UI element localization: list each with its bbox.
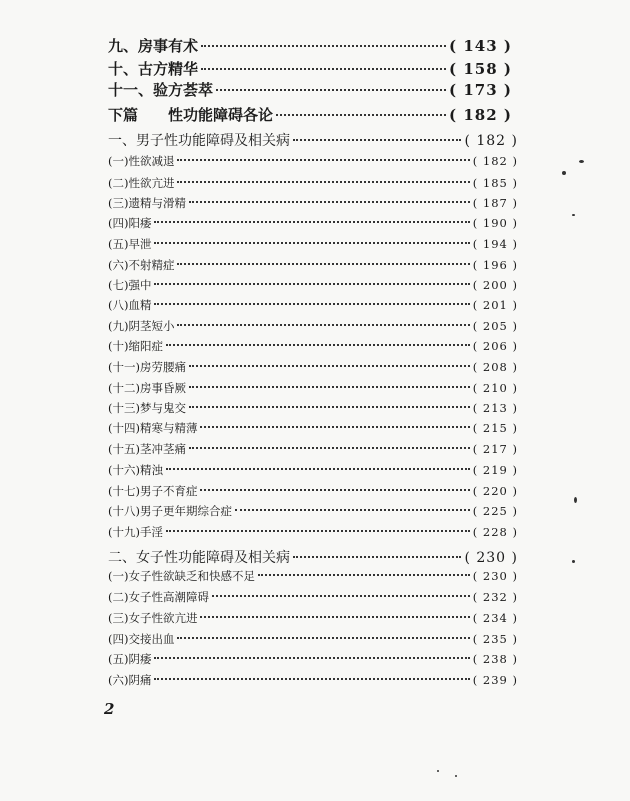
toc-entry-title: 十一、验方荟萃 — [108, 81, 214, 99]
toc-entry-title: (五)早泄 — [108, 237, 152, 251]
toc-entry-page: ( 219 ) — [472, 463, 518, 477]
toc-entry-page: ( 238 ) — [472, 652, 518, 666]
toc-leader-dots — [216, 89, 446, 91]
toc-entry-title: (九)阴茎短小 — [108, 319, 175, 333]
toc-leader-dots — [154, 283, 469, 285]
toc-entry — [108, 380, 518, 396]
scan-speck — [562, 171, 566, 175]
toc-entry — [108, 104, 512, 125]
toc-entry-title: (二)性欲亢进 — [108, 176, 175, 190]
toc-entry — [108, 589, 518, 605]
toc-entry-page: ( 228 ) — [472, 525, 518, 539]
toc-leader-dots — [189, 201, 470, 203]
toc-entry — [108, 338, 518, 354]
scan-speck — [437, 770, 439, 772]
toc-entry-page: ( 210 ) — [472, 381, 518, 395]
toc-entry — [108, 547, 518, 567]
toc-entry-title: (四)交接出血 — [108, 632, 175, 646]
toc-leader-dots — [154, 303, 469, 305]
toc-entry — [108, 400, 518, 416]
toc-entry-page: ( 215 ) — [472, 421, 518, 435]
toc-entry-page: ( 173 ) — [449, 81, 512, 99]
toc-leader-dots — [154, 221, 469, 223]
toc-entry-page: ( 196 ) — [472, 258, 518, 272]
toc-entry — [108, 462, 518, 478]
toc-leader-dots — [177, 159, 469, 161]
toc-entry-page: ( 230 ) — [464, 550, 518, 566]
toc-entry-page: ( 208 ) — [472, 360, 518, 374]
toc-entry-title: (七)强中 — [108, 278, 152, 292]
toc-entry-title: (十五)茎冲茎痛 — [108, 442, 186, 456]
toc-leader-dots — [293, 139, 461, 141]
toc-entry-title: (二)女子性高潮障碍 — [108, 590, 209, 604]
scan-speck — [572, 214, 575, 216]
page-number: 2 — [104, 700, 115, 718]
toc-leader-dots — [177, 324, 469, 326]
toc-entry-page: ( 206 ) — [472, 339, 518, 353]
toc-entry-title: (一)性欲减退 — [108, 154, 175, 168]
toc-leader-dots — [154, 657, 469, 659]
toc-entry-title: 二、女子性功能障碍及相关病 — [108, 550, 290, 566]
toc-leader-dots — [189, 406, 470, 408]
toc-entry — [108, 631, 518, 647]
toc-entry-title: (一)女子性欲缺乏和快感不足 — [108, 569, 255, 583]
toc-entry-page: ( 182 ) — [472, 154, 518, 168]
toc-leader-dots — [201, 68, 446, 70]
toc-entry-title: (十四)精寒与精薄 — [108, 421, 198, 435]
toc-leader-dots — [293, 556, 461, 558]
toc-leader-dots — [212, 595, 470, 597]
toc-entry — [108, 318, 518, 334]
toc-entry-title: (十二)房事昏厥 — [108, 381, 186, 395]
toc-entry-page: ( 182 ) — [449, 106, 512, 124]
toc-entry — [108, 568, 518, 584]
toc-entry-page: ( 158 ) — [449, 60, 512, 78]
toc-entry-title: (十八)男子更年期综合症 — [108, 504, 232, 518]
toc-leader-dots — [166, 530, 470, 532]
toc-entry-title: (十九)手淫 — [108, 525, 163, 539]
scan-speck — [579, 160, 584, 163]
toc-entry-title: (六)不射精症 — [108, 258, 175, 272]
toc-entry — [108, 215, 518, 231]
toc-entry-page: ( 220 ) — [472, 484, 518, 498]
toc-entry-title: (六)阴痛 — [108, 673, 152, 687]
toc-entry — [108, 195, 518, 211]
toc-entry-page: ( 213 ) — [472, 401, 518, 415]
toc-entry-page: ( 201 ) — [472, 298, 518, 312]
toc-entry — [108, 236, 518, 252]
toc-entry — [108, 277, 518, 293]
toc-entry-title: (十三)梦与鬼交 — [108, 401, 186, 415]
toc-leader-dots — [200, 616, 469, 618]
toc-entry — [108, 672, 518, 688]
toc-entry-page: ( 187 ) — [472, 196, 518, 210]
toc-entry — [108, 79, 512, 100]
toc-entry-title: (十七)男子不育症 — [108, 484, 198, 498]
toc-entry-title: (十一)房劳腰痛 — [108, 360, 186, 374]
toc-entry — [108, 483, 518, 499]
toc-entry-page: ( 143 ) — [449, 37, 512, 55]
toc-leader-dots — [258, 574, 470, 576]
toc-entry — [108, 524, 518, 540]
toc-entry — [108, 610, 518, 626]
toc-entry — [108, 503, 518, 519]
toc-entry — [108, 175, 518, 191]
toc-leader-dots — [177, 637, 469, 639]
scan-speck — [455, 775, 457, 777]
toc-leader-dots — [201, 45, 446, 47]
toc-leader-dots — [177, 181, 469, 183]
scan-speck — [572, 560, 575, 563]
toc-entry — [108, 58, 512, 79]
toc-leader-dots — [166, 468, 470, 470]
toc-entry-title: (十六)精浊 — [108, 463, 163, 477]
toc-entry-title: (十)缩阳症 — [108, 339, 163, 353]
toc-entry-title: 十、古方精华 — [108, 60, 199, 78]
toc-entry — [108, 359, 518, 375]
toc-entry-page: ( 234 ) — [472, 611, 518, 625]
toc-entry-title: (三)遗精与滑精 — [108, 196, 186, 210]
toc-leader-dots — [200, 489, 469, 491]
toc-leader-dots — [200, 426, 469, 428]
toc-entry-page: ( 182 ) — [464, 133, 518, 149]
toc-entry-page: ( 194 ) — [472, 237, 518, 251]
toc-entry — [108, 297, 518, 313]
toc-entry — [108, 35, 512, 56]
toc-leader-dots — [189, 386, 470, 388]
toc-entry — [108, 130, 518, 150]
toc-leader-dots — [276, 114, 446, 116]
toc-leader-dots — [154, 678, 469, 680]
toc-leader-dots — [235, 509, 470, 511]
toc-entry-page: ( 190 ) — [472, 216, 518, 230]
toc-entry-page: ( 225 ) — [472, 504, 518, 518]
toc-entry-title: (四)阳痿 — [108, 216, 152, 230]
toc-entry — [108, 651, 518, 667]
toc-entry-page: ( 205 ) — [472, 319, 518, 333]
toc-leader-dots — [189, 365, 470, 367]
toc-entry — [108, 257, 518, 273]
toc-entry-page: ( 239 ) — [472, 673, 518, 687]
toc-entry-title: 一、男子性功能障碍及相关病 — [108, 133, 290, 149]
toc-entry-page: ( 185 ) — [472, 176, 518, 190]
toc-leader-dots — [154, 242, 469, 244]
toc-entry-page: ( 232 ) — [472, 590, 518, 604]
toc-entry — [108, 153, 518, 169]
toc-entry-title: 九、房事有术 — [108, 37, 199, 55]
toc-entry — [108, 441, 518, 457]
toc-entry-title: (五)阴痿 — [108, 652, 152, 666]
toc-entry-page: ( 235 ) — [472, 632, 518, 646]
toc-leader-dots — [189, 447, 470, 449]
toc-entry-title: (八)血精 — [108, 298, 152, 312]
toc-entry-page: ( 200 ) — [472, 278, 518, 292]
toc-leader-dots — [177, 263, 469, 265]
toc-entry — [108, 420, 518, 436]
toc-entry-page: ( 230 ) — [472, 569, 518, 583]
toc-entry-title: 下篇 性功能障碍各论 — [108, 106, 274, 124]
toc-leader-dots — [166, 344, 470, 346]
toc-entry-page: ( 217 ) — [472, 442, 518, 456]
toc-entry-title: (三)女子性欲亢进 — [108, 611, 198, 625]
scan-speck — [574, 497, 577, 503]
